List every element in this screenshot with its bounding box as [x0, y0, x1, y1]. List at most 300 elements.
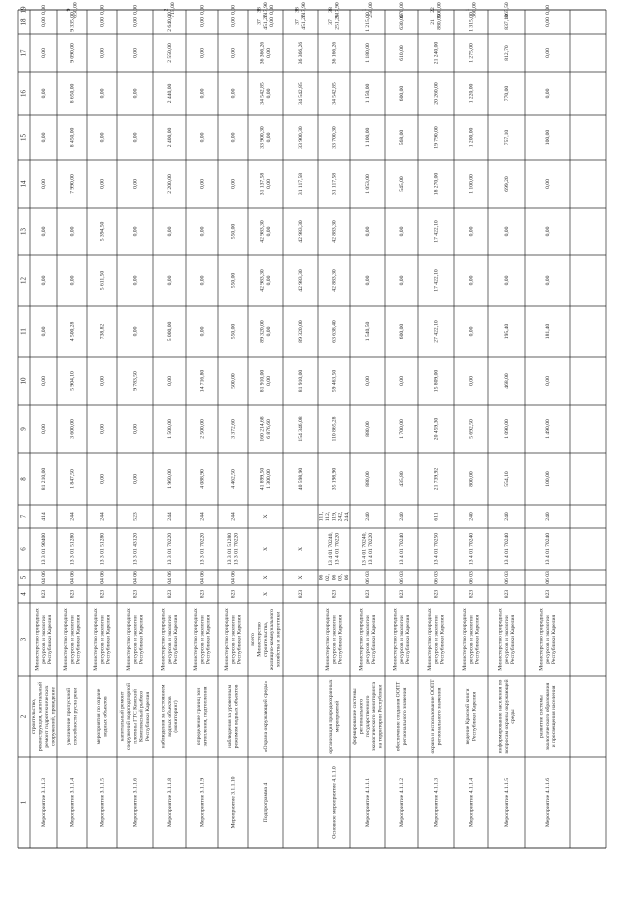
table-cell-text: 0,00	[132, 275, 139, 286]
table-cell-text: вопросам охраны окружающей	[503, 679, 510, 754]
table-cell-text: 0,00	[132, 474, 139, 484]
table-cell-text: 111,	[318, 511, 325, 522]
table-cell-text: X	[262, 575, 269, 580]
table-cell-text: 2 440,00	[166, 83, 173, 104]
table-cell-text: Мероприятие 3.1.1.10	[230, 776, 237, 829]
table-cell-text: 2 550,00	[166, 43, 173, 63]
table-cell-text: 0,00	[132, 424, 139, 434]
table-cell-text: 0,00	[265, 88, 272, 99]
table-cell-text: Республики Карелия	[105, 614, 112, 665]
table-cell-text: 244	[166, 512, 173, 521]
table-cell-text: на территории Республики	[377, 684, 384, 749]
column-number: 3	[19, 637, 28, 642]
column-number: 14	[19, 180, 28, 188]
table-cell-text: 17 422,10	[433, 269, 440, 292]
table-cell-text: 5 000,00	[166, 321, 173, 342]
table-cell-text: 1 300,00	[265, 469, 272, 489]
table-cell-text: 37	[256, 19, 263, 25]
table-cell-text: 0,00	[364, 376, 371, 386]
table-cell-text: 451,26	[300, 14, 307, 30]
table-cell-text: 15 809,00	[433, 369, 440, 393]
table-cell-text: 04 06	[40, 571, 47, 584]
table-cell-text: 5 692,50	[468, 419, 475, 439]
table-cell-text: 06	[331, 574, 338, 581]
table-cell-text: государственного	[364, 695, 371, 738]
column-number: 7	[19, 514, 28, 519]
table-cell-text: 8 450,00	[69, 127, 76, 148]
table-cell-text: 13 4 01 70240	[398, 532, 405, 566]
table-cell-text: 89 320,00	[297, 320, 304, 343]
table-cell-text: увеличение пропускной	[66, 687, 73, 746]
table-cell-text: Республики Карелия	[474, 614, 481, 665]
table-cell-text: 19 790,00	[433, 126, 440, 149]
table-cell-text: ресурсов и экологии	[433, 615, 440, 664]
table-cell-text: 0,00	[230, 17, 237, 27]
table-cell-text: 865,50	[503, 2, 510, 18]
table-cell-text: 100,00	[544, 129, 551, 146]
table-cell-text: плотины ГТС Кемский	[132, 689, 139, 744]
table-cell-text: 0,00	[468, 376, 475, 386]
table-cell-text: Республики Карелия	[205, 614, 212, 665]
table-cell-text: 568,00	[398, 129, 405, 146]
table-cell-text: 757,10	[503, 129, 510, 146]
table-cell-text: ресурсов и экологии	[331, 615, 338, 664]
table-cell-text: 0,00	[99, 132, 106, 143]
table-cell-text: экологического образования	[544, 682, 551, 751]
table-cell-text: 0,00	[544, 5, 551, 15]
table-cell-text: 360,00	[471, 2, 478, 18]
table-cell-text: 630,00	[398, 14, 405, 30]
table-cell-text: 0,00	[166, 275, 173, 286]
table-cell-text: 0,00	[40, 88, 47, 99]
table-cell-text: охрана и использование ООПТ	[430, 679, 437, 754]
table-cell-text: 06 03	[503, 571, 510, 584]
table-cell-text: 0,00	[230, 88, 237, 99]
table-cell-text: хозяйства и энергетики	[275, 611, 282, 668]
table-cell-text: 1 960,00	[166, 469, 173, 489]
table-cell-text: 0,00	[99, 88, 106, 99]
table-cell-text: 0,00	[40, 5, 47, 15]
table-cell-text: 4 088,90	[199, 469, 206, 489]
table-cell-text: Республики Карелия	[405, 614, 412, 665]
table-cell-text: 04 06	[99, 571, 106, 584]
table-cell-text: 33 700,30	[331, 126, 338, 149]
table-cell-text: 240	[468, 512, 475, 521]
table-cell-text: 244	[199, 512, 206, 521]
table-cell-text: 13 3 01 43120	[132, 532, 139, 566]
table-cell-text: 244	[69, 512, 76, 521]
table-cell-text: ресурсов и экологии	[364, 615, 371, 664]
table-cell-text: ресурсов и экологии	[230, 615, 237, 664]
table-cell-text: ресурсов и экологии	[40, 615, 47, 664]
table-cell-text: Мероприятие 3.1.1.6	[132, 777, 139, 828]
table-cell-text: 59 463,50	[331, 369, 338, 393]
table-cell-text: Министерство природных	[62, 608, 69, 671]
table-cell-text: 0,00	[364, 275, 371, 286]
table-cell-text: 0,00	[468, 275, 475, 286]
column-number: 4	[19, 592, 28, 596]
table-cell-text: 03,	[337, 574, 344, 581]
table-cell-text: капитальный ремонт	[119, 691, 126, 742]
table-cell-text: 823	[297, 589, 304, 599]
table-cell-text: Мероприятие 4.1.1.2	[398, 777, 405, 828]
table-cell-text: 06 03	[364, 571, 371, 584]
table-cell-text: 0,00	[230, 48, 237, 58]
table-cell-text: 0,00	[40, 17, 47, 27]
table-cell-text: 0,00	[230, 132, 237, 143]
table-cell-text: 27 422,10	[433, 320, 440, 343]
table-cell-text: 823	[99, 589, 106, 599]
table-cell-text: 0,00	[544, 17, 551, 27]
table-cell-text: 0,00	[132, 226, 139, 237]
table-cell-text: 500,00	[230, 373, 237, 389]
table-cell-text: 119,	[331, 511, 338, 522]
table-cell-text: 21 240,00	[433, 41, 440, 65]
table-cell-text: 0,00	[230, 179, 237, 189]
table-cell-text: 2	[163, 8, 170, 12]
table-cell-text: 240	[503, 512, 510, 521]
table-cell-text: ресурсов и экологии	[166, 615, 173, 664]
table-cell-text: 06	[318, 574, 325, 581]
table-cell-text: 0,00	[40, 132, 47, 143]
table-cell-text: 550,00	[230, 323, 237, 340]
table-cell-text: 9 335,00	[69, 12, 76, 32]
table-cell-text: 4 462,50	[230, 469, 237, 489]
table-cell-text: 0,00	[40, 226, 47, 237]
table-cell-text: Министерство природных	[92, 608, 99, 671]
table-cell-text: 0,00	[544, 226, 551, 237]
table-cell-text: строительства,	[262, 621, 269, 658]
table-cell-text: 880,00	[364, 471, 371, 487]
table-cell-text: Мероприятие 3.1.1.5	[99, 777, 106, 828]
table-cell-text: 800,00	[468, 471, 475, 487]
table-cell-text: 554,10	[503, 471, 510, 487]
table-cell-text: определение границ зон	[196, 687, 203, 746]
table-cell-text: ресурсов и экологии	[544, 615, 551, 664]
table-cell-text: Республики Карелия	[47, 614, 54, 665]
table-cell-text: 2 400,00	[166, 127, 173, 148]
column-number: 5	[19, 575, 28, 580]
table-cell-text: 36 166,26	[331, 41, 338, 65]
table-cell-text: 17 422,10	[433, 220, 440, 243]
table-cell-text: 0,00	[199, 17, 206, 27]
table-cell-text: 37	[294, 19, 301, 25]
table-cell-text: ресурсов и экологии	[398, 615, 405, 664]
table-cell-text: 812,70	[503, 45, 510, 61]
table-cell-text: среды	[510, 709, 517, 724]
table-cell-text: 06	[344, 574, 351, 581]
table-cell-text: 112,	[324, 511, 331, 522]
table-cell-text: 13 4 01 70240,	[328, 532, 335, 566]
table-cell-text: Мероприятие 3.1.1.9	[199, 777, 206, 828]
table-cell-text: 22	[430, 7, 437, 13]
table-cell-text: 699,20	[503, 176, 510, 192]
table-cell-text: Мероприятие 3.1.1.3	[40, 777, 47, 828]
table-cell-text: 244	[99, 512, 106, 521]
table-cell-text: развитие системы	[538, 695, 545, 738]
table-cell-text: Республики Карелия	[75, 614, 82, 665]
table-cell-text: «Охрана окружающей среды»	[262, 680, 269, 753]
table-cell-text: Министерство природных	[497, 608, 504, 671]
table-cell-text: регионального значения	[401, 687, 408, 746]
table-cell-text: 31 137,58	[259, 172, 266, 196]
table-cell-text: Министерство природных	[324, 608, 331, 671]
table-cell-text: ведение Красной книги	[465, 688, 472, 745]
table-cell-text: 715,00	[169, 2, 176, 18]
table-cell-text: 0,00	[544, 88, 551, 99]
table-cell-text: 717,90	[262, 2, 269, 18]
table-cell-text: 06 03	[433, 571, 440, 584]
table-cell-text: 20 260,00	[433, 82, 440, 105]
table-cell-text: 1 200,00	[468, 127, 475, 148]
table-cell-text: 13 3 01 70220	[199, 532, 206, 566]
table-cell-text: 0,00	[99, 5, 106, 15]
table-cell-text: 9	[66, 8, 73, 12]
table-cell-text: 1 700,00	[398, 419, 405, 439]
table-cell-text: 36 366,26	[259, 41, 266, 65]
table-cell-text: 1 090,00	[503, 419, 510, 439]
table-cell-text: 0,00	[544, 275, 551, 286]
table-cell-text: 823	[398, 589, 405, 599]
table-cell-text: строительство,	[31, 698, 38, 735]
table-cell-text: 823	[40, 589, 47, 599]
table-cell-text: 0,00	[265, 132, 272, 143]
table-cell-text: (мониторинг)	[173, 700, 180, 733]
table-cell-text: Республики Карелия	[145, 691, 152, 742]
table-cell-text: Министерство природных	[461, 608, 468, 671]
table-cell-text: 35 198,90	[331, 467, 338, 491]
table-cell-text: 823	[132, 589, 139, 599]
table-cell-text: Министерство природных	[358, 608, 365, 671]
table-cell-text: 545,00	[398, 176, 405, 192]
table-cell-text: 717,90	[300, 2, 307, 18]
table-cell-text: 34 542,85	[331, 82, 338, 105]
table-cell-text: ресурсов и экологии	[199, 615, 206, 664]
table-cell-text: 0,00	[166, 376, 173, 386]
table-cell-text: 33 900,30	[259, 126, 266, 149]
table-cell-text: 0,00	[199, 275, 206, 286]
table-cell-text: 1	[465, 8, 472, 12]
table-cell-text: 244	[230, 512, 237, 521]
table-cell-text: 240	[364, 512, 371, 521]
table-cell-text: 0,00	[40, 179, 47, 189]
table-cell-text: реконструкция, капитальный	[37, 681, 44, 752]
table-cell-text: 06 03	[468, 571, 475, 584]
table-cell-text: 2 640,00	[166, 12, 173, 32]
table-cell-text: 1 540,50	[364, 321, 371, 342]
table-cell-text: 1 100,00	[364, 127, 371, 148]
table-cell-text: Министерство природных	[426, 608, 433, 671]
table-cell-text: 823	[199, 589, 206, 599]
table-cell-text: затопления, подтопления	[202, 686, 209, 747]
table-cell-text: 0,00	[265, 226, 272, 237]
table-cell-text: 04 06	[132, 571, 139, 584]
table-cell-text: 0,00	[544, 179, 551, 189]
table-cell-text: Мероприятие 3.1.1.4	[69, 777, 76, 828]
table-cell-text: 770,00	[503, 85, 510, 102]
table-cell-text: 21 739,92	[433, 467, 440, 491]
table-cell-text: наблюдения за состоянием	[160, 684, 167, 749]
table-cell-text: 04 06	[69, 571, 76, 584]
table-cell-text: наблюдения за уровенным	[227, 684, 234, 749]
column-number: 10	[19, 377, 28, 385]
table-cell-text: 738,82	[99, 323, 106, 340]
table-cell-text: 0,00	[199, 179, 206, 189]
table-cell-text: Мероприятие 4.1.1.6	[544, 777, 551, 828]
table-cell-text: 181,40	[544, 323, 551, 340]
table-cell-text: 0,00	[69, 226, 76, 237]
table-cell-text: 240	[398, 512, 405, 521]
table-cell-text: информирование населения по	[497, 679, 504, 754]
table-cell-text: Республики Карелия	[371, 614, 378, 665]
table-cell-text: 0,00	[132, 132, 139, 143]
table-cell-text: 04 06	[199, 571, 206, 584]
table-cell-text: Республики Карелия	[551, 614, 558, 665]
table-cell-text: 0,00	[199, 5, 206, 15]
table-cell-text: 81 210,00	[40, 467, 47, 491]
table-cell-text: сооружений водоподпорной	[125, 683, 132, 750]
table-cell-text: 0,00	[99, 179, 106, 189]
table-cell-text: 42 983,30	[297, 220, 304, 243]
table-cell-text: 0,00	[132, 17, 139, 27]
table-cell-text: 0,00	[468, 326, 475, 337]
table-cell-text: 13 4 01 70220	[367, 532, 374, 566]
table-cell-text: 0,00	[269, 5, 276, 15]
table-cell-text: 823	[230, 589, 237, 599]
table-cell-text: 242,	[337, 511, 344, 522]
table-cell-text: 42 883,30	[331, 220, 338, 243]
table-cell-text: Министерство природных	[223, 608, 230, 671]
table-cell-text: 0,00	[132, 179, 139, 189]
table-cell-text: 0,00	[69, 275, 76, 286]
table-cell-text: 81 910,00	[259, 369, 266, 393]
table-cell-text: 823	[503, 589, 510, 599]
table-cell-text: 0,00	[132, 326, 139, 337]
table-cell-text: 13 4 01 70220	[334, 532, 341, 566]
table-cell-text: 550,00	[230, 272, 237, 289]
table-cell-text: 5 394,50	[99, 221, 106, 242]
column-number: 17	[19, 49, 28, 57]
table-cell-text: 0,00	[40, 424, 47, 434]
table-cell-text: Министерство	[256, 622, 263, 657]
table-cell-text: 1 180,00	[364, 43, 371, 63]
table-cell-text: 823	[433, 589, 440, 599]
table-cell-text: 880,00	[436, 14, 443, 30]
table-cell-text: 0,00	[132, 48, 139, 58]
table-cell-text: 600,00	[398, 85, 405, 102]
table-cell-text: 0,00	[265, 48, 272, 58]
column-number: 12	[19, 277, 28, 284]
table-cell-text: 0,00	[99, 376, 106, 386]
table-cell-text: организация природоохранных	[328, 679, 335, 754]
table-cell-text: 500,00	[436, 2, 443, 18]
table-cell-text: регионального	[358, 699, 365, 734]
table-cell-text: 13 3 01 51280	[99, 532, 106, 566]
table-cell-text: сооружений, проведение	[50, 687, 57, 746]
table-cell-text: 42 983,30	[297, 269, 304, 292]
table-cell-text: 2 500,00	[199, 419, 206, 439]
table-cell-text: 42 883,30	[331, 269, 338, 292]
table-cell-text: 37	[328, 19, 335, 25]
table-cell-text: Республики Карелия	[510, 614, 517, 665]
table-cell-text: 1 053,00	[364, 174, 371, 194]
table-cell-text: 0,00	[265, 275, 272, 286]
table-cell-text: Основное мероприятие 4.1.1.0	[331, 766, 338, 839]
table-cell-text: 517,90	[334, 2, 341, 18]
table-cell-text: 40 598,90	[297, 467, 304, 491]
table-cell-text: 20 459,30	[433, 417, 440, 441]
table-cell-text: 451,26	[262, 14, 269, 30]
table-cell-text: 611	[433, 512, 440, 521]
table-cell-text: 38	[328, 7, 335, 13]
table-cell-text: 0,00	[503, 275, 510, 286]
table-cell-text: 13 4 01 70250	[433, 532, 440, 566]
table-cell-text: Министерство природных	[538, 608, 545, 671]
table-cell-text: 4 500,28	[69, 321, 76, 342]
column-number: 16	[19, 90, 28, 97]
table-cell-text: 154 346,08	[297, 416, 304, 442]
table-cell-text: 435,80	[398, 471, 405, 487]
table-cell-text: Мероприятие 3.1.1.8	[166, 777, 173, 828]
column-number: 18	[19, 18, 28, 26]
table-cell-text: 1 215,00	[364, 12, 371, 32]
table-cell-text: 7 990,00	[69, 174, 76, 194]
table-cell-text: Республики Карелия	[471, 691, 478, 742]
table-cell-text: Мероприятие 4.1.1.4	[468, 777, 475, 828]
column-number: 19	[19, 6, 28, 14]
table-cell-text: 0,00	[40, 48, 47, 58]
table-cell-text: 0,00	[265, 376, 272, 386]
table-cell-text: ремонт гидротехнических	[43, 685, 50, 748]
table-cell-text: 5 904,10	[69, 371, 76, 391]
table-cell-text: водных объектов	[102, 696, 109, 737]
table-cell-text: мероприятия по охране	[96, 688, 103, 745]
table-cell-text: 8 650,00	[69, 83, 76, 104]
table-cell-text: режимом водных объектов	[233, 684, 240, 749]
table-cell-text: 0,00	[40, 326, 47, 337]
table-cell-text: X	[262, 591, 269, 597]
table-cell-text: 0,00	[99, 424, 106, 434]
table-cell-text: 1 315,00	[468, 12, 475, 32]
table-cell-text: 823	[468, 589, 475, 599]
table-cell-text: 468,00	[503, 373, 510, 389]
table-cell-text: 0,00	[166, 226, 173, 237]
table-cell-text: ресурсов и экологии	[69, 615, 76, 664]
table-cell-text: 110 865,28	[331, 416, 338, 442]
table-cell-text: 14 716,80	[199, 369, 206, 393]
table-cell-text: 600,00	[398, 323, 405, 340]
table-cell-text: 6 876,60	[265, 419, 272, 439]
table-cell-text: 0,00	[99, 474, 106, 484]
table-cell-text: 0,00	[199, 326, 206, 337]
table-cell-text: 837,10	[503, 14, 510, 30]
table-cell-text: 880,00	[364, 421, 371, 437]
table-cell-text: X	[297, 546, 304, 552]
table-cell-text: Министерство природных	[392, 608, 399, 671]
table-cell-text: 240	[544, 512, 551, 521]
table-cell-text: 823	[364, 589, 371, 599]
column-number: 15	[19, 134, 28, 141]
table-cell-text: 13 3 01 51280	[227, 532, 234, 566]
table-cell-text: 1	[361, 8, 368, 12]
table-cell-text: 0,00	[199, 226, 206, 237]
table-cell-text: 195,40	[503, 323, 510, 340]
table-cell-text: 13 4 01 70240	[468, 532, 475, 566]
table-cell-text: 0,00	[199, 48, 206, 58]
table-cell-text: 823	[166, 589, 173, 599]
table-cell-text: 650,00	[72, 2, 79, 18]
table-cell-text: 0,00	[544, 48, 551, 58]
